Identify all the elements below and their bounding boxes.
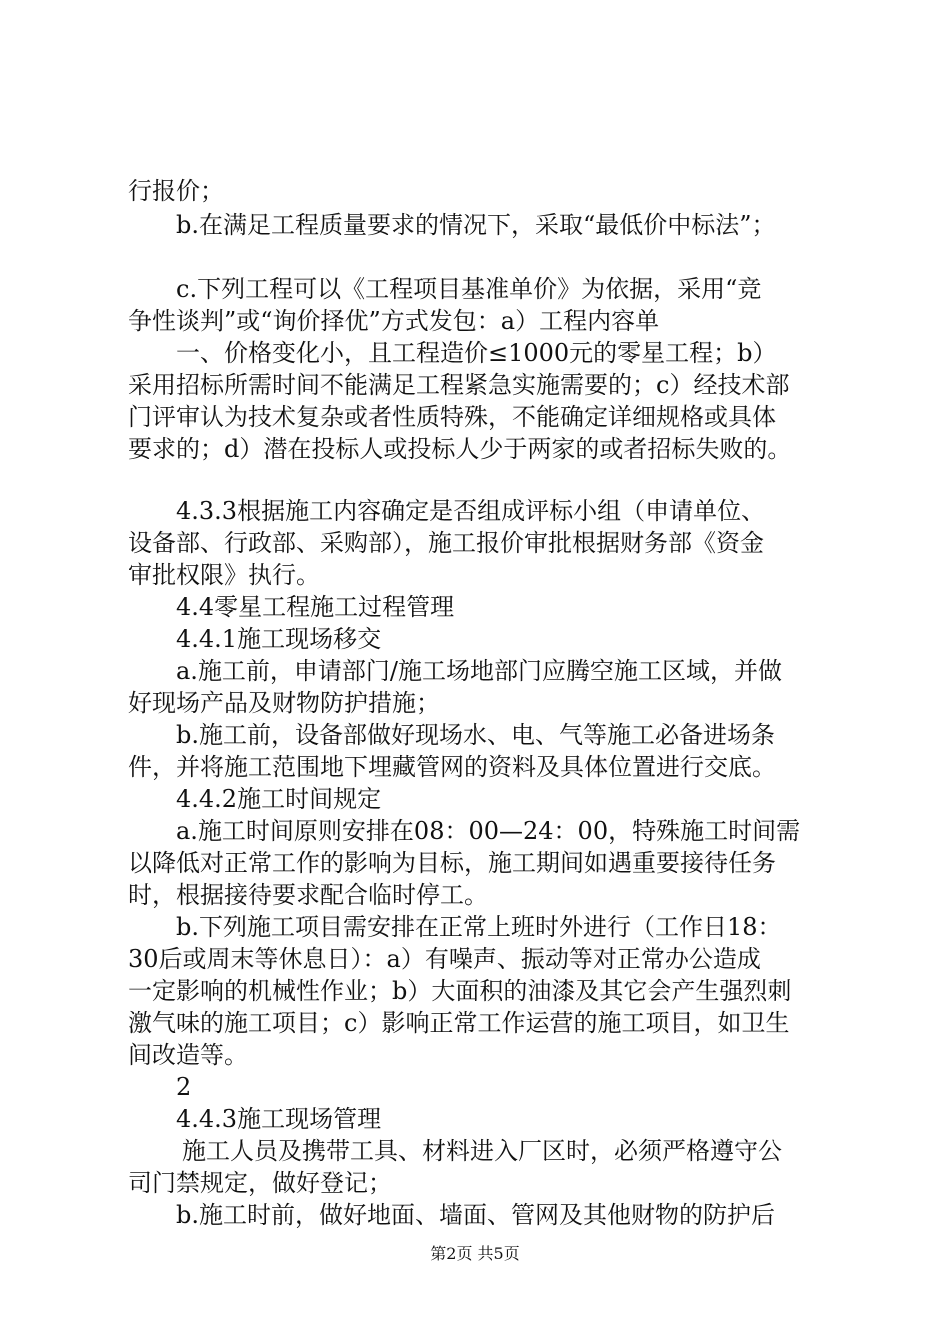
text-line: 一定影响的机械性作业；b）大面积的油漆及其它会产生强烈刺: [128, 977, 792, 1005]
text-line: a.施工前，申请部门/施工场地部门应腾空施工区域，并做: [176, 657, 783, 685]
text-line: 行报价；: [128, 177, 224, 205]
page-number-inline: 2: [176, 1073, 192, 1101]
text-line: 采用招标所需时间不能满足工程紧急实施需要的；c）经技术部: [128, 371, 790, 399]
text-line: 施工人员及携带工具、材料进入厂区时，必须严格遵守公: [182, 1137, 782, 1165]
text-line: c.下列工程可以《工程项目基准单价》为依据，采用“竞: [176, 275, 762, 303]
text-line: 审批权限》执行。: [128, 561, 320, 589]
text-line: b.施工前，设备部做好现场水、电、气等施工必备进场条: [176, 721, 775, 749]
text-line: 时，根据接待要求配合临时停工。: [128, 881, 488, 909]
text-line: b.施工时前，做好地面、墙面、管网及其他财物的防护后: [176, 1201, 775, 1229]
text-line: 4.3.3根据施工内容确定是否组成评标小组（申请单位、: [176, 497, 766, 525]
subsection-heading: 4.4.2施工时间规定: [176, 785, 382, 813]
text-line: 件，并将施工范围地下埋藏管网的资料及具体位置进行交底。: [128, 753, 776, 781]
text-line: 30后或周末等休息日）：a）有噪声、振动等对正常办公造成: [128, 945, 761, 973]
text-line: 激气味的施工项目；c）影响正常工作运营的施工项目，如卫生: [128, 1009, 790, 1037]
text-line: 设备部、行政部、采购部），施工报价审批根据财务部《资金: [128, 529, 764, 557]
text-line: 司门禁规定，做好登记；: [128, 1169, 392, 1197]
section-heading: 4.4零星工程施工过程管理: [176, 593, 455, 621]
page-footer: 第2页 共5页: [430, 1244, 520, 1263]
text-line: a.施工时间原则安排在08：00—24：00，特殊施工时间需: [176, 817, 801, 845]
subsection-heading: 4.4.3施工现场管理: [176, 1105, 382, 1133]
text-line: 要求的；d）潜在投标人或投标人少于两家的或者招标失败的。: [128, 435, 792, 463]
text-line: 间改造等。: [128, 1041, 248, 1069]
text-line: b.在满足工程质量要求的情况下，采取“最低价中标法”；: [176, 211, 776, 239]
text-line: 一、价格变化小，且工程造价≤1000元的零星工程；b）: [176, 339, 777, 367]
text-line: 争性谈判”或“询价择优”方式发包：a）工程内容单: [128, 307, 660, 335]
text-line: 以降低对正常工作的影响为目标，施工期间如遇重要接待任务: [128, 849, 776, 877]
text-line: 门评审认为技术复杂或者性质特殊，不能确定详细规格或具体: [128, 403, 776, 431]
subsection-heading: 4.4.1施工现场移交: [176, 625, 382, 653]
text-line: 好现场产品及财物防护措施；: [128, 689, 440, 717]
text-line: b.下列施工项目需安排在正常上班时外进行（工作日18：: [176, 913, 782, 941]
